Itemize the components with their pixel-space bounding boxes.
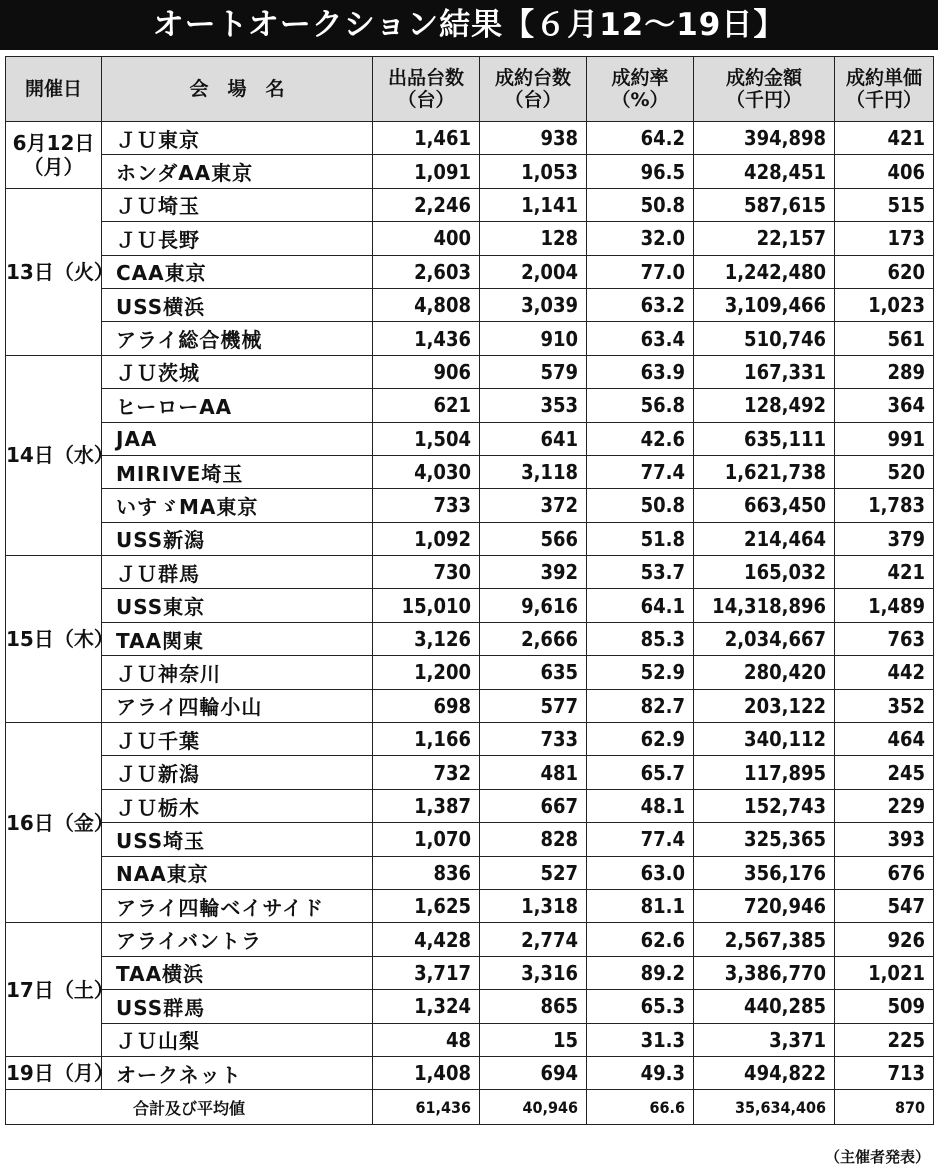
- venue-cell: ホンダAA東京: [102, 155, 373, 188]
- amount-cell: 587,615: [694, 188, 835, 221]
- table-row: [6, 422, 934, 455]
- total-label: 合計及び平均値: [6, 1090, 373, 1125]
- unit-cell: 173: [835, 222, 934, 255]
- unit-cell: 547: [835, 889, 934, 922]
- unit-cell: 1,783: [835, 489, 934, 522]
- header-unit: 成約単価 （千円）: [835, 57, 934, 122]
- venue-cell: CAA東京: [102, 255, 373, 288]
- amount-cell: 3,109,466: [694, 288, 835, 321]
- amount-cell: 3,386,770: [694, 956, 835, 989]
- contracted-cell: 527: [480, 856, 587, 889]
- listed-cell: 1,324: [373, 990, 480, 1023]
- amount-cell: 635,111: [694, 422, 835, 455]
- date-text: 13日（火）: [6, 259, 114, 284]
- date-text: 17日（土）: [6, 977, 114, 1002]
- contracted-cell: 667: [480, 789, 587, 822]
- rate-cell: 51.8: [587, 522, 694, 555]
- rate-cell: 31.3: [587, 1023, 694, 1056]
- listed-cell: 4,428: [373, 923, 480, 956]
- listed-cell: 1,200: [373, 656, 480, 689]
- contracted-cell: 828: [480, 823, 587, 856]
- rate-cell: 64.2: [587, 122, 694, 155]
- venue-cell: JAA: [102, 422, 373, 455]
- amount-cell: 280,420: [694, 656, 835, 689]
- amount-cell: 1,242,480: [694, 255, 835, 288]
- unit-cell: 364: [835, 389, 934, 422]
- listed-cell: 1,070: [373, 823, 480, 856]
- amount-cell: 128,492: [694, 389, 835, 422]
- venue-cell: ＪＵ千葉: [102, 723, 373, 756]
- rate-cell: 50.8: [587, 188, 694, 221]
- venue-cell: オークネット: [102, 1056, 373, 1089]
- rate-cell: 65.7: [587, 756, 694, 789]
- date-cell: [6, 122, 102, 189]
- listed-cell: 1,166: [373, 723, 480, 756]
- table-body: [6, 122, 934, 1090]
- unit-cell: 229: [835, 789, 934, 822]
- contracted-cell: 938: [480, 122, 587, 155]
- venue-cell: ＪＵ新潟: [102, 756, 373, 789]
- rate-cell: 63.9: [587, 355, 694, 388]
- table-row: [6, 188, 934, 221]
- table-row: [6, 656, 934, 689]
- listed-cell: 1,408: [373, 1056, 480, 1089]
- page-title: オートオークション結果【６月12〜19日】: [0, 0, 938, 50]
- amount-cell: 440,285: [694, 990, 835, 1023]
- venue-cell: アライ四輪ベイサイド: [102, 889, 373, 922]
- table-row: [6, 355, 934, 388]
- date-text: 6月12日: [12, 130, 95, 155]
- amount-cell: 22,157: [694, 222, 835, 255]
- amount-cell: 2,567,385: [694, 923, 835, 956]
- amount-cell: 1,621,738: [694, 455, 835, 488]
- rate-cell: 42.6: [587, 422, 694, 455]
- date-text: （月）: [23, 154, 84, 179]
- header-venue: 会 場 名: [102, 57, 373, 122]
- venue-cell: ＪＵ長野: [102, 222, 373, 255]
- header-date: 開催日: [6, 57, 102, 122]
- date-cell: [6, 355, 114, 555]
- total-contracted: 40,946: [480, 1090, 587, 1125]
- contracted-cell: 3,118: [480, 455, 587, 488]
- listed-cell: 2,246: [373, 188, 480, 221]
- amount-cell: 325,365: [694, 823, 835, 856]
- unit-cell: 763: [835, 622, 934, 655]
- contracted-cell: 481: [480, 756, 587, 789]
- unit-cell: 561: [835, 322, 934, 355]
- venue-cell: ＪＵ埼玉: [102, 188, 373, 221]
- venue-cell: USS東京: [102, 589, 373, 622]
- contracted-cell: 865: [480, 990, 587, 1023]
- unit-cell: 393: [835, 823, 934, 856]
- table-row: [6, 756, 934, 789]
- venue-cell: ＪＵ茨城: [102, 355, 373, 388]
- contracted-cell: 128: [480, 222, 587, 255]
- venue-cell: TAA関東: [102, 622, 373, 655]
- amount-cell: 14,318,896: [694, 589, 835, 622]
- table-row: [6, 255, 934, 288]
- venue-cell: ＪＵ栃木: [102, 789, 373, 822]
- rate-cell: 63.4: [587, 322, 694, 355]
- amount-cell: 3,371: [694, 1023, 835, 1056]
- venue-cell: ＪＵ東京: [102, 122, 373, 155]
- amount-cell: 720,946: [694, 889, 835, 922]
- contracted-cell: 694: [480, 1056, 587, 1089]
- table-row: [6, 455, 934, 488]
- unit-cell: 406: [835, 155, 934, 188]
- rate-cell: 50.8: [587, 489, 694, 522]
- auction-results-table: [5, 56, 934, 1125]
- unit-cell: 421: [835, 122, 934, 155]
- rate-cell: 64.1: [587, 589, 694, 622]
- table-row: [6, 889, 934, 922]
- unit-cell: 713: [835, 1056, 934, 1089]
- listed-cell: 3,717: [373, 956, 480, 989]
- table-row: [6, 556, 934, 589]
- contracted-cell: 1,318: [480, 889, 587, 922]
- unit-cell: 352: [835, 689, 934, 722]
- unit-cell: 520: [835, 455, 934, 488]
- amount-cell: 214,464: [694, 522, 835, 555]
- listed-cell: 732: [373, 756, 480, 789]
- listed-cell: 3,126: [373, 622, 480, 655]
- table-row: [6, 522, 934, 555]
- unit-cell: 991: [835, 422, 934, 455]
- unit-cell: 464: [835, 723, 934, 756]
- listed-cell: 4,808: [373, 288, 480, 321]
- rate-cell: 63.0: [587, 856, 694, 889]
- contracted-cell: 9,616: [480, 589, 587, 622]
- rate-cell: 77.0: [587, 255, 694, 288]
- date-text: 14日（水）: [6, 443, 114, 468]
- venue-cell: ＪＵ神奈川: [102, 656, 373, 689]
- listed-cell: 1,436: [373, 322, 480, 355]
- contracted-cell: 2,774: [480, 923, 587, 956]
- unit-cell: 442: [835, 656, 934, 689]
- listed-cell: 906: [373, 355, 480, 388]
- table-row: [6, 622, 934, 655]
- listed-cell: 4,030: [373, 455, 480, 488]
- rate-cell: 52.9: [587, 656, 694, 689]
- amount-cell: 428,451: [694, 155, 835, 188]
- venue-cell: USS横浜: [102, 288, 373, 321]
- unit-cell: 225: [835, 1023, 934, 1056]
- rate-cell: 62.9: [587, 723, 694, 756]
- table-row: [6, 823, 934, 856]
- rate-cell: 77.4: [587, 455, 694, 488]
- venue-cell: アライ総合機械: [102, 322, 373, 355]
- header-amount: 成約金額 （千円）: [694, 57, 835, 122]
- table-row: [6, 222, 934, 255]
- table-row: [6, 122, 934, 155]
- header-contracted: 成約台数 （台）: [480, 57, 587, 122]
- rate-cell: 32.0: [587, 222, 694, 255]
- rate-cell: 49.3: [587, 1056, 694, 1089]
- unit-cell: 421: [835, 556, 934, 589]
- table-row: [6, 288, 934, 321]
- amount-cell: 356,176: [694, 856, 835, 889]
- unit-cell: 1,023: [835, 288, 934, 321]
- venue-cell: USS埼玉: [102, 823, 373, 856]
- rate-cell: 56.8: [587, 389, 694, 422]
- amount-cell: 394,898: [694, 122, 835, 155]
- amount-cell: 203,122: [694, 689, 835, 722]
- rate-cell: 63.2: [587, 288, 694, 321]
- table-row: [6, 689, 934, 722]
- unit-cell: 620: [835, 255, 934, 288]
- table-row: [6, 1056, 934, 1089]
- date-cell: [6, 556, 114, 723]
- table-row: [6, 1023, 934, 1056]
- listed-cell: 836: [373, 856, 480, 889]
- listed-cell: 400: [373, 222, 480, 255]
- venue-cell: ＪＵ山梨: [102, 1023, 373, 1056]
- venue-cell: USS群馬: [102, 990, 373, 1023]
- listed-cell: 1,504: [373, 422, 480, 455]
- contracted-cell: 566: [480, 522, 587, 555]
- contracted-cell: 1,141: [480, 188, 587, 221]
- venue-cell: TAA横浜: [102, 956, 373, 989]
- contracted-cell: 353: [480, 389, 587, 422]
- rate-cell: 53.7: [587, 556, 694, 589]
- amount-cell: 494,822: [694, 1056, 835, 1089]
- date-text: 15日（木）: [6, 627, 114, 652]
- contracted-cell: 733: [480, 723, 587, 756]
- listed-cell: 1,387: [373, 789, 480, 822]
- header-rate: 成約率 （%）: [587, 57, 694, 122]
- contracted-cell: 2,004: [480, 255, 587, 288]
- venue-cell: ヒーローAA: [102, 389, 373, 422]
- unit-cell: 289: [835, 355, 934, 388]
- listed-cell: 1,625: [373, 889, 480, 922]
- unit-cell: 1,489: [835, 589, 934, 622]
- listed-cell: 698: [373, 689, 480, 722]
- rate-cell: 81.1: [587, 889, 694, 922]
- source-footnote: （主催者発表）: [824, 1148, 930, 1166]
- table-row: [6, 990, 934, 1023]
- contracted-cell: 15: [480, 1023, 587, 1056]
- contracted-cell: 2,666: [480, 622, 587, 655]
- amount-cell: 165,032: [694, 556, 835, 589]
- amount-cell: 510,746: [694, 322, 835, 355]
- amount-cell: 663,450: [694, 489, 835, 522]
- date-cell: [6, 923, 114, 1057]
- amount-cell: 167,331: [694, 355, 835, 388]
- unit-cell: 1,021: [835, 956, 934, 989]
- total-row: [6, 1090, 934, 1125]
- contracted-cell: 577: [480, 689, 587, 722]
- listed-cell: 1,091: [373, 155, 480, 188]
- date-cell: [6, 723, 114, 923]
- rate-cell: 85.3: [587, 622, 694, 655]
- rate-cell: 48.1: [587, 789, 694, 822]
- contracted-cell: 392: [480, 556, 587, 589]
- date-text: 16日（金）: [6, 810, 114, 835]
- table-row: [6, 389, 934, 422]
- table-row: [6, 322, 934, 355]
- contracted-cell: 635: [480, 656, 587, 689]
- contracted-cell: 641: [480, 422, 587, 455]
- table-row: [6, 789, 934, 822]
- contracted-cell: 3,039: [480, 288, 587, 321]
- listed-cell: 733: [373, 489, 480, 522]
- listed-cell: 2,603: [373, 255, 480, 288]
- amount-cell: 117,895: [694, 756, 835, 789]
- table-row: [6, 589, 934, 622]
- contracted-cell: 910: [480, 322, 587, 355]
- date-cell: [6, 188, 114, 355]
- unit-cell: 515: [835, 188, 934, 221]
- unit-cell: 245: [835, 756, 934, 789]
- venue-cell: MIRIVE埼玉: [102, 455, 373, 488]
- listed-cell: 48: [373, 1023, 480, 1056]
- listed-cell: 15,010: [373, 589, 480, 622]
- amount-cell: 2,034,667: [694, 622, 835, 655]
- table-row: [6, 489, 934, 522]
- contracted-cell: 579: [480, 355, 587, 388]
- rate-cell: 77.4: [587, 823, 694, 856]
- table-row: [6, 723, 934, 756]
- venue-cell: いすゞMA東京: [102, 489, 373, 522]
- amount-cell: 340,112: [694, 723, 835, 756]
- unit-cell: 676: [835, 856, 934, 889]
- listed-cell: 1,461: [373, 122, 480, 155]
- table-header-row: [6, 57, 934, 122]
- rate-cell: 96.5: [587, 155, 694, 188]
- venue-cell: USS新潟: [102, 522, 373, 555]
- unit-cell: 379: [835, 522, 934, 555]
- venue-cell: NAA東京: [102, 856, 373, 889]
- rate-cell: 62.6: [587, 923, 694, 956]
- total-listed: 61,436: [373, 1090, 480, 1125]
- date-cell: [6, 1056, 114, 1089]
- rate-cell: 65.3: [587, 990, 694, 1023]
- amount-cell: 152,743: [694, 789, 835, 822]
- contracted-cell: 1,053: [480, 155, 587, 188]
- unit-cell: 509: [835, 990, 934, 1023]
- unit-cell: 926: [835, 923, 934, 956]
- venue-cell: アライバントラ: [102, 923, 373, 956]
- listed-cell: 730: [373, 556, 480, 589]
- table-row: [6, 155, 934, 188]
- table-row: [6, 956, 934, 989]
- rate-cell: 89.2: [587, 956, 694, 989]
- table-row: [6, 923, 934, 956]
- listed-cell: 621: [373, 389, 480, 422]
- total-unit: 870: [835, 1090, 934, 1125]
- header-listed: 出品台数 （台）: [373, 57, 480, 122]
- table-row: [6, 856, 934, 889]
- contracted-cell: 372: [480, 489, 587, 522]
- date-text: 19日（月）: [6, 1061, 114, 1086]
- venue-cell: アライ四輪小山: [102, 689, 373, 722]
- contracted-cell: 3,316: [480, 956, 587, 989]
- rate-cell: 82.7: [587, 689, 694, 722]
- venue-cell: ＪＵ群馬: [102, 556, 373, 589]
- total-rate: 66.6: [587, 1090, 694, 1125]
- total-amount: 35,634,406: [694, 1090, 835, 1125]
- listed-cell: 1,092: [373, 522, 480, 555]
